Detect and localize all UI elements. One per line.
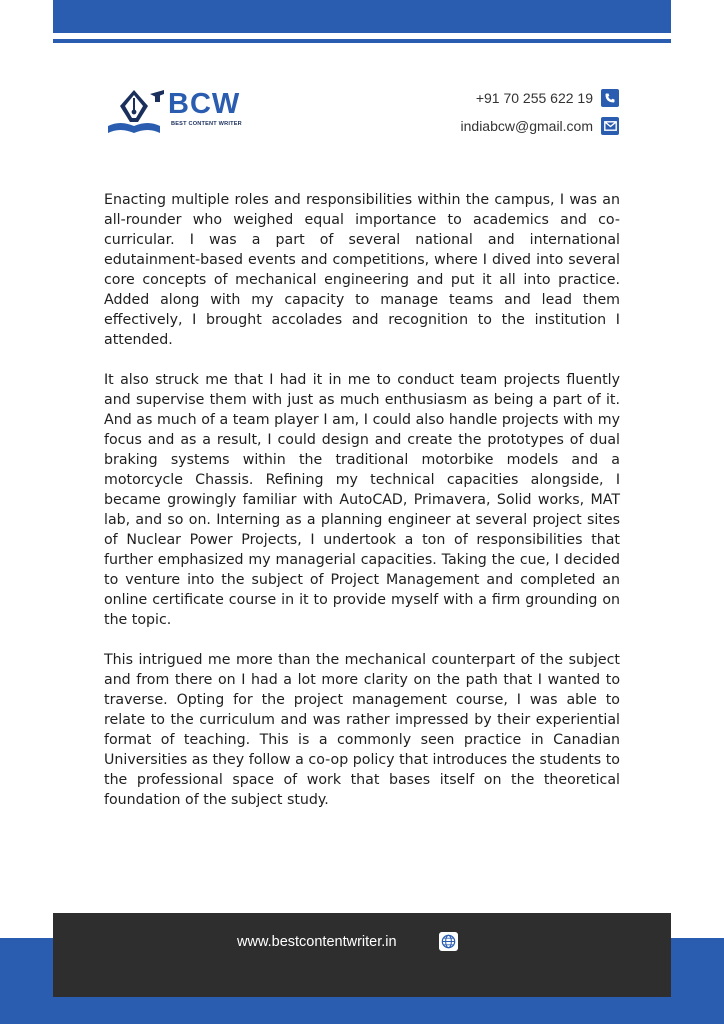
logo-subtitle: BEST CONTENT WRITER	[171, 121, 242, 127]
pen-book-logo-icon	[104, 86, 168, 138]
brand-logo	[104, 86, 254, 138]
paragraph-1: Enacting multiple roles and responsibilities within the campus, I was an all-rounder who weighed equal importance to academics and co-curricular. I was a part of several national and international edutainment-based events and competitions, where I dived into several core concepts of mechanical engineering and put it all into practice. Added along with my capacity to manage teams and lead them effectively, I brought accolades and recognition to the institution I attended.	[104, 192, 620, 348]
letter-body	[104, 190, 620, 830]
paragraph-3: This intrigued me more than the mechanical counterpart of the subject and from there on I had a lot more clarity on the path that I wanted to traverse. Opting for the project management course, I was able to relate to the curriculum and was rather impressed by their experiential format of teaching. This is a commonly seen practice in Canadian Universities as they follow a co-op policy that introduces the students to the professional space of work that bases itself on the theoretical foundation of the subject study.	[104, 652, 620, 808]
email-address: indiabcw@gmail.com	[460, 118, 593, 134]
contact-block	[461, 87, 619, 143]
logo-wordmark: BCW	[168, 88, 241, 120]
top-accent-rule	[53, 39, 671, 43]
phone-icon	[601, 89, 619, 107]
phone-number: +91 70 255 622 19	[475, 90, 593, 106]
phone-row	[461, 87, 619, 109]
website-link[interactable]: www.bestcontentwriter.in	[237, 934, 397, 950]
top-accent-band	[53, 0, 671, 33]
footer-panel	[53, 913, 671, 997]
paragraph-2: It also struck me that I had it in me to conduct team projects fluently and supervise them with just as much enthusiasm as being a part of it. And as much of a team player I am, I could also handle projects with my focus and as a result, I could design and create the prototypes of dual braking systems within the traditional motorbike models and a motorcycle Chassis. Refining my technical capacities alongside, I became growingly familiar with AutoCAD, Primavera, Solid works, MAT lab, and so on. Interning as a planning engineer at several project sites of Nuclear Power Projects, I undertook a ton of responsibilities that further emphasized my managerial capacities. Taking the cue, I decided to venture into the subject of Project Management and completed an online certificate course in it to provide myself with a firm grounding on the topic.	[104, 372, 620, 628]
globe-icon	[439, 932, 458, 951]
email-row	[461, 115, 619, 137]
mail-icon	[601, 117, 619, 135]
